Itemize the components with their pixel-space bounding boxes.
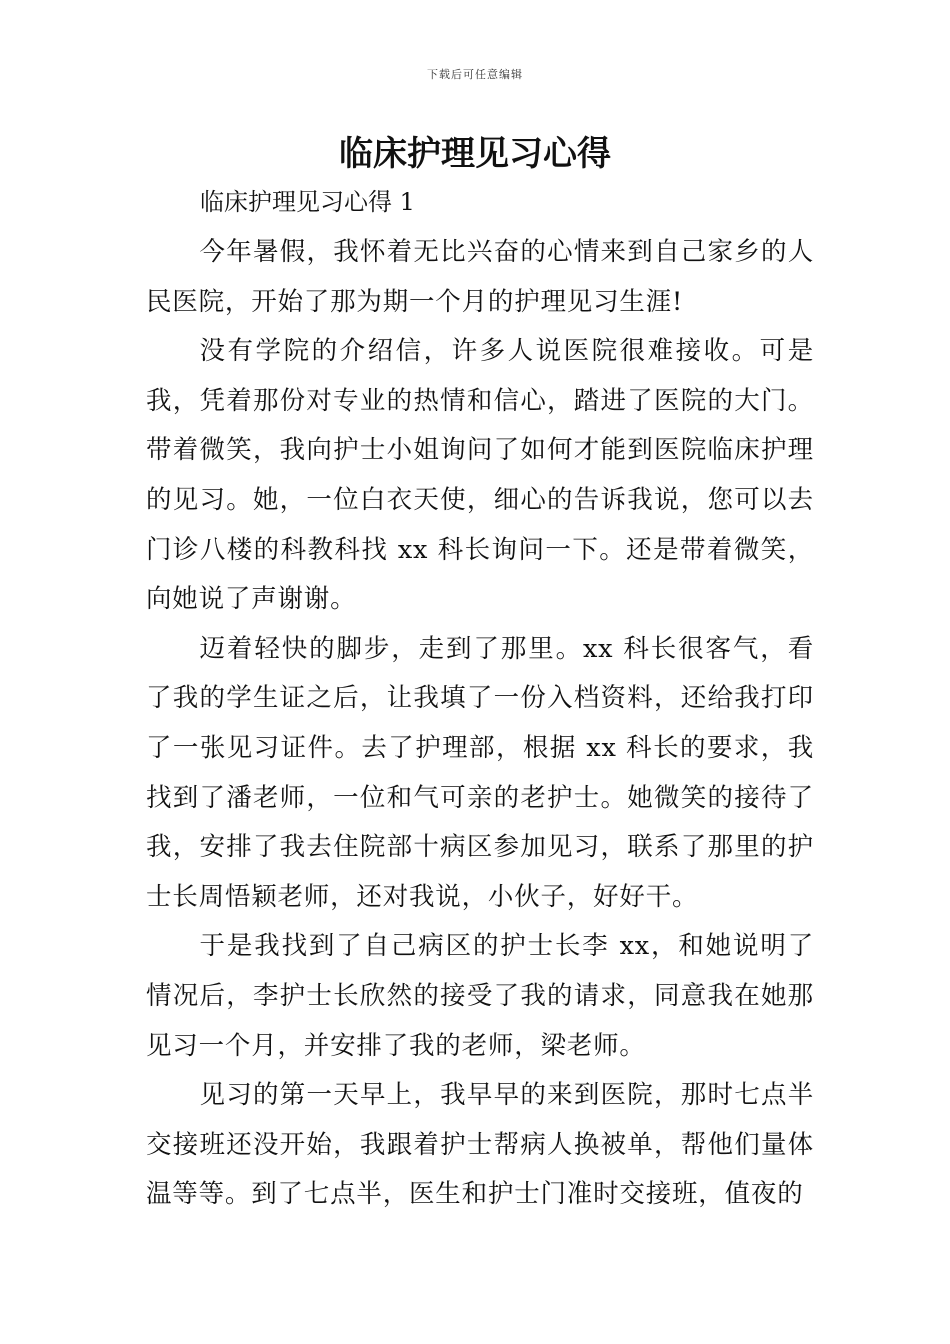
paragraph: 今年暑假，我怀着无比兴奋的心情来到自己家乡的人民医院，开始了那为期一个月的护理见习生涯! bbox=[146, 237, 814, 317]
paragraph: 见习的第一天早上，我早早的来到医院，那时七点半交接班还没开始，我跟着护士帮病人换被单，帮他们量体温等等。到了七点半，医生和护士门准时交接班，值夜的 bbox=[146, 1080, 814, 1210]
document-body bbox=[146, 178, 814, 1220]
header-note: 下载后可任意编辑 bbox=[427, 68, 523, 81]
paragraph: 迈着轻快的脚步，走到了那里。xx 科长很客气，看了我的学生证之后，让我填了一份入档资料，还给我打印了一张见习证件。去了护理部，根据 xx 科长的要求，我找到了潘老师，一位和气可亲的老护士。她微笑的接待了我，安排了我去住院部十病区参加见习，联系了那里的护士长周悟颖老师，还对我说，小伙子，好好干。 bbox=[146, 633, 814, 912]
section-heading: 临床护理见习心得 1 bbox=[200, 188, 415, 216]
paragraph: 于是我找到了自己病区的护士长李 xx，和她说明了情况后，李护士长欣然的接受了我的请求，同意我在她那见习一个月，并安排了我的老师，梁老师。 bbox=[146, 931, 814, 1061]
document-title: 临床护理见习心得 bbox=[339, 134, 611, 174]
paragraph: 没有学院的介绍信，许多人说医院很难接收。可是我，凭着那份对专业的热情和信心，踏进了医院的大门。带着微笑，我向护士小姐询问了如何才能到医院临床护理的见习。她，一位白衣天使，细心的告诉我说，您可以去门诊八楼的科教科找 xx 科长询问一下。还是带着微笑，向她说了声谢谢。 bbox=[146, 336, 814, 615]
